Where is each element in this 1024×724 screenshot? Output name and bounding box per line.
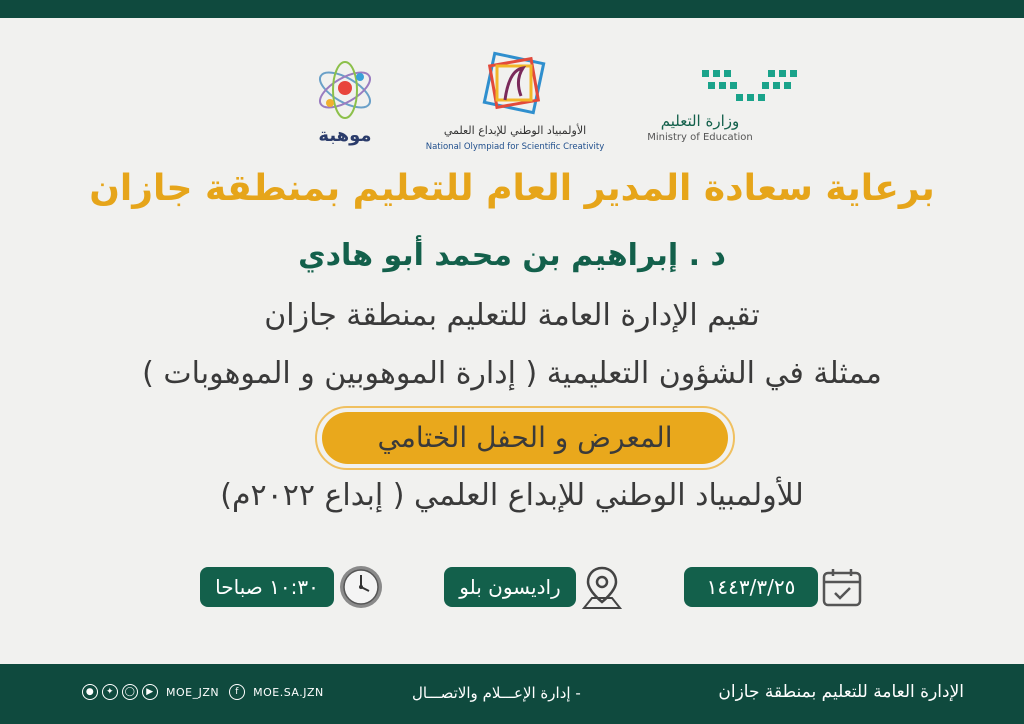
patronage-line: برعاية سعادة المدير العام للتعليم بمنطقة جازان <box>89 168 935 209</box>
location-value: راديسون بلو <box>459 575 561 599</box>
represented-line: ممثلة في الشؤون التعليمية ( إدارة الموهوبين و الموهوبات ) <box>142 356 882 391</box>
time-badge <box>200 567 334 607</box>
olympiad-name-ar: الأولمبياد الوطني للإبداع العلمي <box>443 124 587 137</box>
ministry-name-en: Ministry of Education <box>647 132 753 143</box>
event-title: المعرض و الحفل الختامي <box>322 412 728 464</box>
location-pin-icon <box>578 564 626 612</box>
host-line: تقيم الإدارة العامة للتعليم بمنطقة جازان <box>264 298 760 333</box>
social-handle-secondary[interactable]: MOE.SA.JZN <box>253 685 324 699</box>
olympiad-logo <box>420 50 610 158</box>
instagram-icon[interactable]: ◯ <box>122 684 138 700</box>
calendar-icon <box>820 565 864 609</box>
footer-organization: الإدارة العامة للتعليم بمنطقة جازان <box>718 682 964 702</box>
social-links <box>82 684 330 700</box>
date-badge <box>684 567 818 607</box>
ministry-logo-graphic <box>698 64 808 108</box>
youtube-icon[interactable]: ▶ <box>142 684 158 700</box>
olympiad-name-en: National Olympiad for Scientific Creativity <box>425 142 605 152</box>
facebook-icon[interactable]: f <box>229 684 245 700</box>
mawhiba-logo-graphic <box>300 55 390 125</box>
date-value: ١٤٤٣/٣/٢٥ <box>706 575 796 599</box>
patron-name: د . إبراهيم بن محمد أبو هادي <box>298 238 726 273</box>
olympiad-line: للأولمبياد الوطني للإبداع العلمي ( إبداع ٢٠٢٢م) <box>220 478 804 513</box>
footer-department: - إدارة الإعـــلام والاتصـــال <box>412 684 581 702</box>
mawhiba-label: موهبة <box>318 125 372 146</box>
olympiad-logo-graphic <box>475 50 555 122</box>
snapchat-icon[interactable]: ● <box>82 684 98 700</box>
time-value: ١٠:٣٠ صباحا <box>215 575 319 599</box>
ministry-logo <box>640 62 810 150</box>
footer-bar <box>0 664 1024 724</box>
clock-icon <box>338 564 384 610</box>
top-bar <box>0 0 1024 18</box>
ministry-name-ar: وزارة التعليم <box>660 112 740 130</box>
social-handle-primary[interactable]: MOE_JZN <box>166 685 220 699</box>
mawhiba-logo <box>300 55 390 150</box>
location-badge <box>444 567 576 607</box>
twitter-icon[interactable]: ✦ <box>102 684 118 700</box>
